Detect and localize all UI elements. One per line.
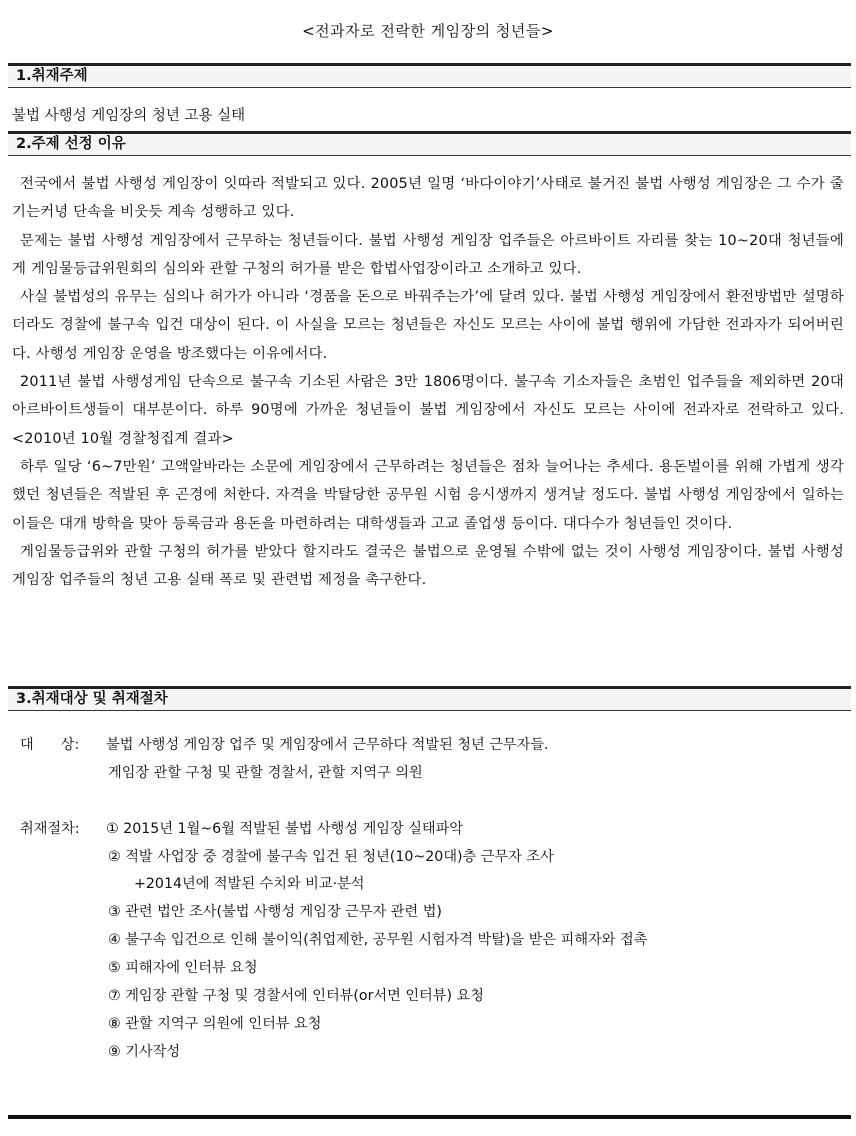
procedure-step: ② 적발 사업장 중 경찰에 불구속 입건 된 청년(10~20대)층 근무자 조사 bbox=[108, 849, 554, 865]
procedure-step-continuation: +2014년에 적발된 수치와 비교·분석 bbox=[134, 876, 365, 892]
target-label: 대 상: bbox=[20, 737, 80, 753]
procedure-label: 취재절차: bbox=[20, 821, 80, 837]
section-2-body bbox=[12, 170, 844, 594]
section-1-heading: 1.취재주제 bbox=[8, 63, 851, 88]
bottom-divider bbox=[8, 1115, 851, 1119]
procedure-step: ③ 관련 법안 조사(불법 사행성 게임장 근무자 관련 법) bbox=[108, 904, 442, 920]
reason-paragraph: 하루 일당 ‘6~7만원’ 고액알바라는 소문에 게임장에서 근무하려는 청년들은 점차 늘어나는 추세다. 용돈벌이를 위해 가볍게 생각했던 청년들은 적발된 후 곤경에 처한다. 자격을 박탈당한 공무원 시험 응시생까지 생겨날 정도다. 불법 사행성 게임장에서 일하는 이들은 대개 방학을 맞아 등록금과 용돈을 마련하려는 대학생들과 고교 졸업생 등이다. 대다수가 청년들인 것이다. bbox=[12, 458, 844, 532]
reason-paragraph: 게임물등급위와 관할 구청의 허가를 받았다 할지라도 결국은 불법으로 운영될 수밖에 없는 것이 사행성 게임장이다. 불법 사행성 게임장 업주들의 청년 고용 실태 폭로 및 관련법 제정을 촉구한다. bbox=[12, 543, 844, 589]
procedure-step: ⑨ 기사작성 bbox=[108, 1044, 181, 1060]
document-title: <전과자로 전락한 게임장의 청년들> bbox=[302, 22, 554, 40]
section-1-topic: 불법 사행성 게임장의 청년 고용 실태 bbox=[12, 108, 246, 124]
reason-paragraph: 문제는 불법 사행성 게임장에서 근무하는 청년들이다. 불법 사행성 게임장 업주들은 아르바이트 자리를 찾는 10~20대 청년들에게 게임물등급위원회의 심의와 관할 구청의 허가를 받은 합법사업장이라고 소개하고 있다. bbox=[12, 232, 844, 277]
procedure-step: ① 2015년 1월~6월 적발된 불법 사행성 게임장 실태파악 bbox=[106, 821, 464, 837]
reason-paragraph: 전국에서 불법 사행성 게임장이 잇따라 적발되고 있다. 2005년 일명 ‘바다이야기’사태로 불거진 불법 사행성 게임장은 그 수가 줄기는커녕 단속을 비웃듯 계속 성행하고 있다. bbox=[12, 176, 844, 221]
procedure-step: ④ 불구속 입건으로 인해 불이익(취업제한, 공무원 시험자격 박탈)을 받은 피해자와 접촉 bbox=[108, 932, 648, 948]
procedure-step: ⑤ 피해자에 인터뷰 요청 bbox=[108, 960, 258, 976]
section-3-heading: 3.취재대상 및 취재절차 bbox=[8, 686, 851, 711]
reason-paragraph: 사실 불법성의 유무는 심의나 허가가 아니라 ‘경품을 돈으로 바꿔주는가’에 달려 있다. 불법 사행성 게임장에서 환전방법만 설명하더라도 경찰에 불구속 입건 대상이 된다. 이 사실을 모르는 청년들은 자신도 모르는 사이에 불법 행위에 가담한 전과자가 되어버린다. 사행성 게임장 운영을 방조했다는 이유에서다. bbox=[12, 289, 844, 362]
reason-paragraph: 2011년 불법 사행성게임 단속으로 불구속 기소된 사람은 3만 1806명이다. 불구속 기소자들은 초범인 업주들을 제외하면 20대 아르바이트생들이 대부분이다. 하루 90명에 가까운 청년들이 불법 게임장에서 자신도 모르는 사이에 전과자로 전락하고 있다. <2010년 10월 경찰청집계 결과> bbox=[12, 374, 844, 447]
section-2-heading: 2.주제 선정 이유 bbox=[8, 131, 851, 156]
target-line: 불법 사행성 게임장 업주 및 게임장에서 근무하다 적발된 청년 근무자들. bbox=[106, 737, 549, 753]
procedure-step: ⑧ 관할 지역구 의원에 인터뷰 요청 bbox=[108, 1016, 322, 1032]
procedure-step: ⑦ 게임장 관할 구청 및 경찰서에 인터뷰(or서면 인터뷰) 요청 bbox=[108, 988, 484, 1004]
target-line: 게임장 관할 구청 및 관할 경찰서, 관할 지역구 의원 bbox=[108, 765, 423, 781]
